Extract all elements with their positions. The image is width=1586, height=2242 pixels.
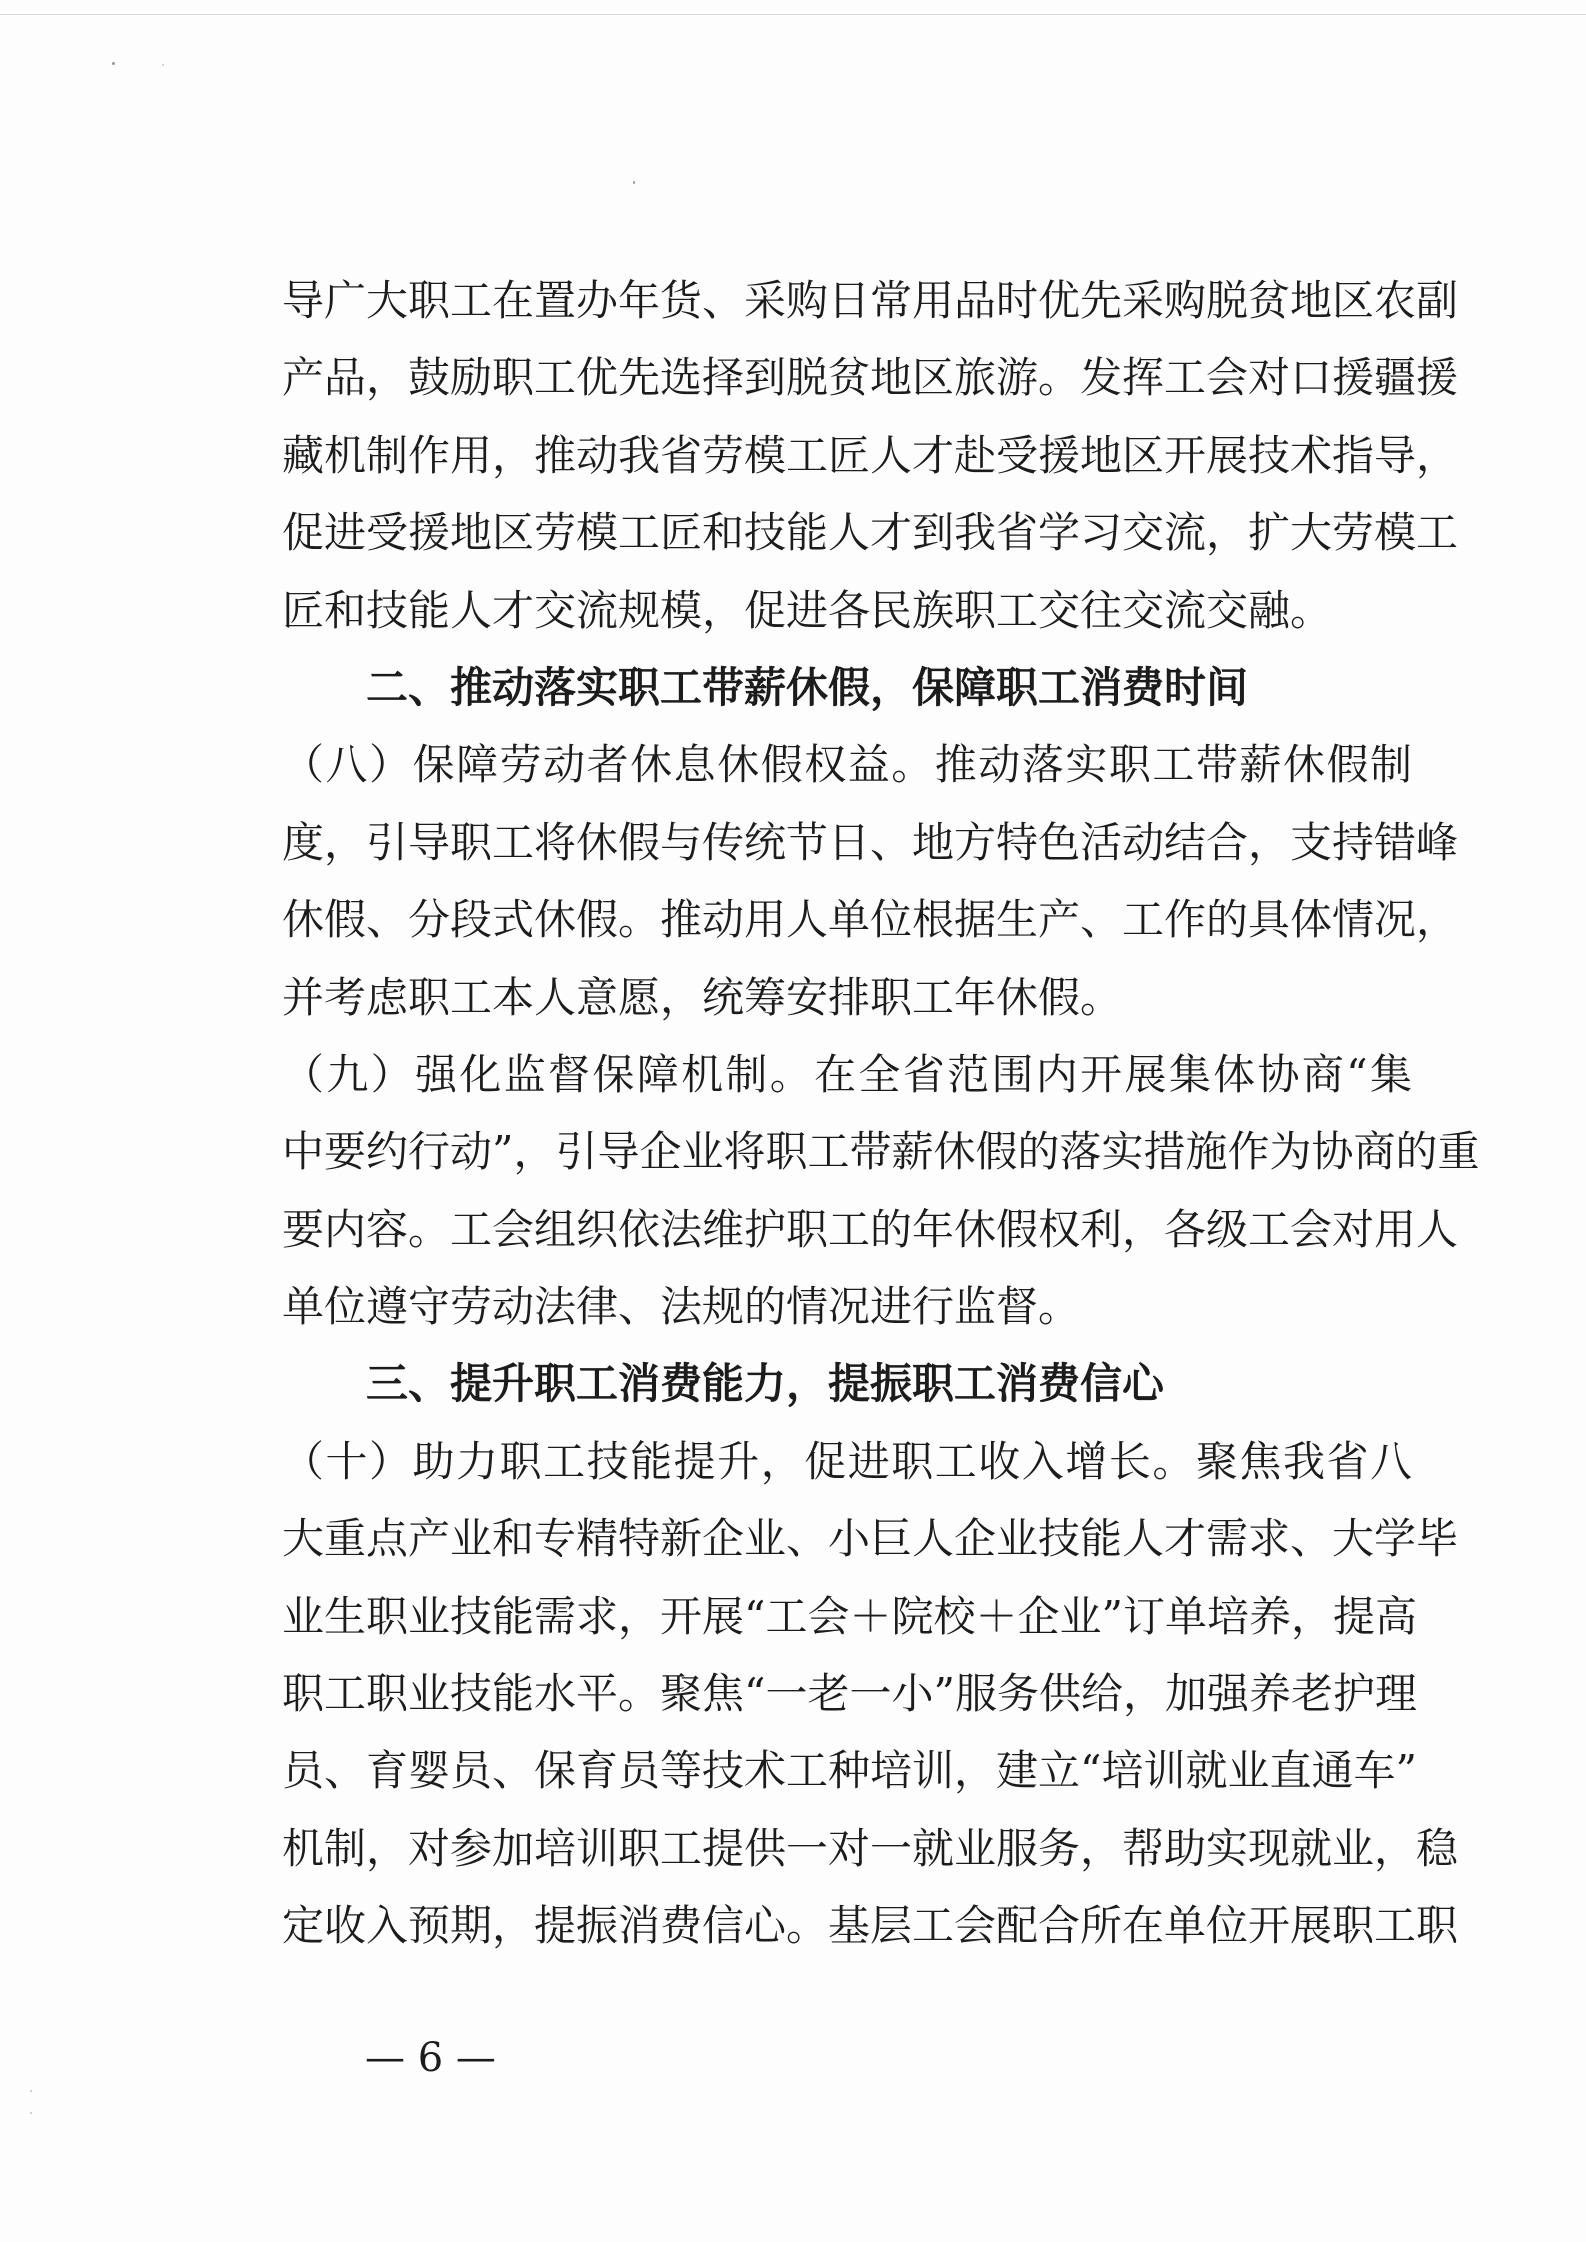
- text-line: 藏机制作用，推动我省劳模工匠人才赴受援地区开展技术指导，: [282, 430, 1459, 480]
- text-line: 导广大职工在置办年货、采购日常用品时优先采购脱贫地区农副: [282, 276, 1459, 325]
- text-line: 员、育婴员、保育员等技术工种培训，建立“培训就业直通车”: [282, 1746, 1417, 1796]
- text-line: 促进受援地区劳模工匠和技能人才到我省学习交流，扩大劳模工: [282, 508, 1459, 558]
- document-body: [282, 262, 1480, 1965]
- text-line: （八）保障劳动者休息休假权益。推动落实职工带薪休假制: [282, 740, 1412, 790]
- text-line: 定收入预期，提振消费信心。基层工会配合所在单位开展职工职: [282, 1901, 1459, 1951]
- scan-speck: [162, 64, 164, 66]
- text-line: 中要约行动”，引导企业将职工带薪休假的落实措施作为协商的重: [282, 1127, 1480, 1177]
- text-line: 休假、分段式休假。推动用人单位根据生产、工作的具体情况，: [282, 895, 1459, 945]
- text-line: 大重点产业和专精特新企业、小巨人企业技能人才需求、大学毕: [282, 1514, 1459, 1564]
- text-line: （九）强化监督保障机制。在全省范围内开展集体协商“集: [282, 1049, 1412, 1099]
- text-line: （十）助力职工技能提升，促进职工收入增长。聚焦我省八: [282, 1436, 1412, 1486]
- text-line: 产品，鼓励职工优先选择到脱贫地区旅游。发挥工会对口援疆援: [282, 353, 1459, 403]
- text-line: 业生职业技能需求，开展“工会＋院校＋企业”订单培养，提高: [282, 1591, 1417, 1641]
- section-heading: 二、推动落实职工带薪休假，保障职工消费时间: [366, 662, 1249, 712]
- scan-speck: [633, 181, 635, 184]
- text-line: 单位遵守劳动法律、法规的情况进行监督。: [282, 1282, 1081, 1332]
- text-line: 匠和技能人才交流规模，促进各民族职工交往交流交融。: [282, 585, 1333, 635]
- text-line: 职工职业技能水平。聚焦“一老一小”服务供给，加强养老护理: [282, 1669, 1417, 1719]
- scan-top-edge: [0, 14, 1586, 15]
- section-heading: 三、提升职工消费能力，提振职工消费信心: [366, 1359, 1165, 1409]
- text-line: 机制，对参加培训职工提供一对一就业服务，帮助实现就业，稳: [282, 1823, 1459, 1873]
- text-line: 并考虑职工本人意愿，统筹安排职工年休假。: [282, 972, 1123, 1022]
- scan-speck: [112, 62, 115, 65]
- scan-speck: [30, 2090, 32, 2092]
- scan-speck: [30, 2112, 32, 2114]
- text-line: 度，引导职工将休假与传统节日、地方特色活动结合，支持错峰: [282, 817, 1459, 867]
- page-number: — 6 —: [365, 2035, 496, 2081]
- text-line: 要内容。工会组织依法维护职工的年休假权利，各级工会对用人: [282, 1204, 1459, 1254]
